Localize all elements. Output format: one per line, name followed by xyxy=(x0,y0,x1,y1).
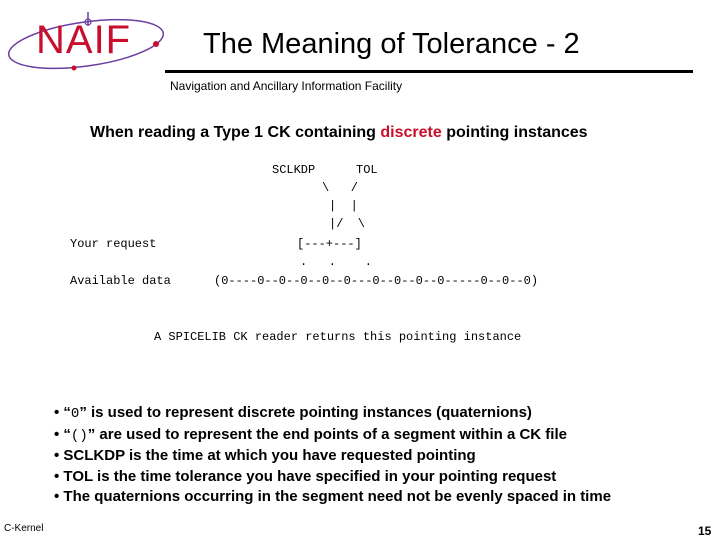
list-item: • “()” are used to represent the end points of a segment within a CK file xyxy=(54,425,567,444)
available-data-line: (0----0--0--0--0--0---0--0--0--0-----0--0--0) xyxy=(214,274,539,288)
list-item: • “0” is used to represent discrete pointing instances (quaternions) xyxy=(54,404,532,422)
page-number: 15 xyxy=(698,524,712,538)
diagram-arrows-1: \ / xyxy=(322,181,359,195)
page-title: The Meaning of Tolerance - 2 xyxy=(203,28,580,60)
heading-text-end: pointing instances xyxy=(441,124,588,141)
bullet-list xyxy=(54,403,704,508)
heading-text: When reading a Type 1 CK containing xyxy=(90,124,381,141)
diagram-arrows-2: | | xyxy=(329,199,358,213)
tol-label: TOL xyxy=(356,163,378,177)
page-subtitle: Navigation and Ancillary Information Facility xyxy=(170,79,403,93)
section-heading xyxy=(90,124,588,142)
heading-highlight: discrete xyxy=(380,124,442,141)
list-item: • TOL is the time tolerance you have specified in your pointing request xyxy=(54,467,557,485)
diagram-arrows-3: |/ \ xyxy=(329,217,366,231)
footer-label: C-Kernel xyxy=(4,523,44,534)
logo-text: NAIF xyxy=(36,18,132,62)
title-divider xyxy=(165,70,693,73)
sclkdp-label: SCLKDP xyxy=(272,163,316,177)
your-request-label: Your request xyxy=(70,237,157,251)
available-data-label: Available data xyxy=(70,274,171,288)
diagram-dots: . . . xyxy=(300,255,373,269)
list-item: • SCLKDP is the time at which you have requested pointing xyxy=(54,447,476,464)
result-caption: A SPICELIB CK reader returns this pointing instance xyxy=(154,330,522,344)
list-item: • The quaternions occurring in the segment need not be evenly spaced in time xyxy=(54,488,612,505)
request-bracket: [---+---] xyxy=(297,237,362,251)
